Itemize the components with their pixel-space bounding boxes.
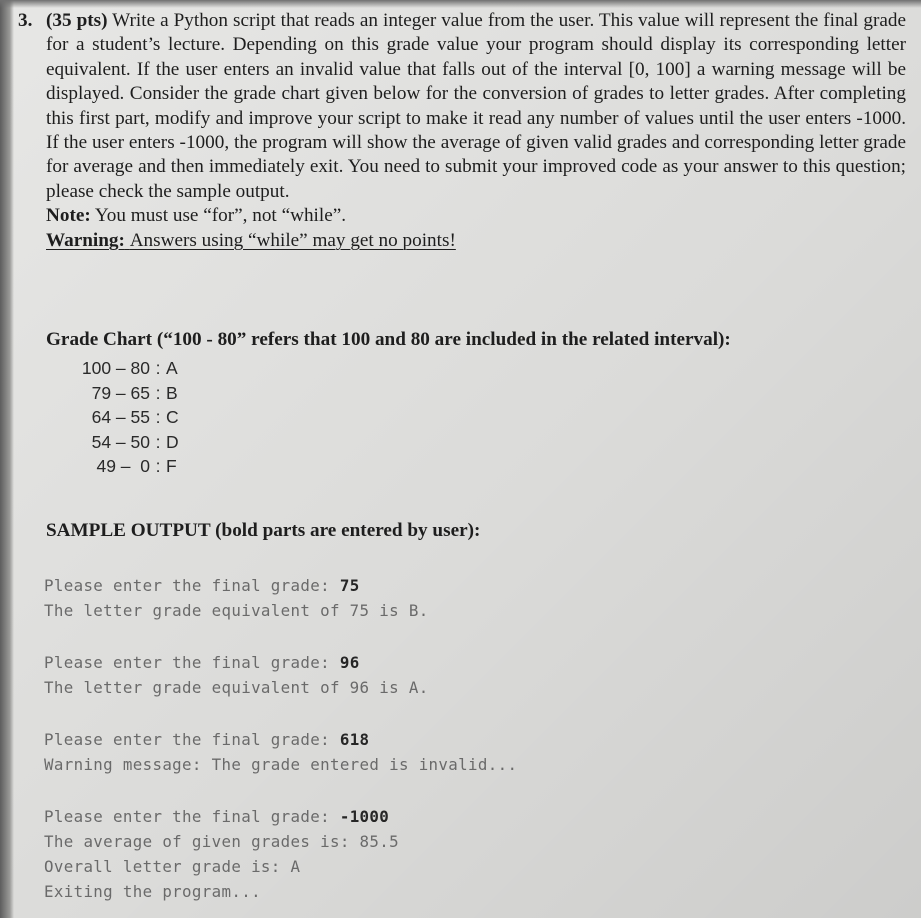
- question-number: 3.: [18, 10, 33, 31]
- prompt-line: [44, 804, 517, 829]
- warning-label: Warning:: [46, 229, 125, 251]
- warning-text: Answers using “while” may get no points!: [129, 229, 456, 251]
- grade-range: 79 – 65: [91, 382, 150, 403]
- grade-chart-row: [46, 356, 179, 381]
- sample-output-terminal: [44, 573, 517, 918]
- grade-chart-row: [46, 405, 179, 430]
- sample-block: [44, 650, 517, 700]
- grade-chart-row: [46, 430, 179, 455]
- grade-letter: D: [166, 431, 179, 452]
- prompt-text: Please enter the final grade:: [44, 730, 340, 749]
- grade-chart-title: Grade Chart (“100 - 80” refers that 100 and 80 are included in the related interval):: [46, 329, 731, 350]
- grade-letter: A: [166, 358, 178, 378]
- note-label: Note:: [46, 205, 91, 227]
- output-line: The average of given grades is: 85.5: [44, 832, 399, 851]
- output-line: Overall letter grade is: A: [44, 857, 301, 876]
- note-line: [46, 204, 906, 228]
- sample-block: [44, 573, 517, 623]
- grade-chart-row: [46, 381, 179, 406]
- grade-separator: :: [155, 382, 161, 403]
- user-input: 96: [339, 653, 360, 672]
- prompt-line: [44, 573, 517, 598]
- user-input: 75: [339, 576, 360, 595]
- grade-separator: :: [155, 456, 161, 476]
- grade-chart-row: [46, 454, 179, 479]
- question-paragraph: [46, 9, 906, 204]
- prompt-line: [44, 727, 517, 752]
- question-row: [18, 9, 906, 253]
- sample-block: [44, 804, 517, 904]
- grade-letter: B: [166, 382, 178, 403]
- warning-line: [46, 229, 906, 253]
- prompt-line: [44, 650, 517, 675]
- prompt-text: Please enter the final grade:: [44, 576, 340, 595]
- grade-separator: :: [155, 431, 161, 452]
- output-line: Exiting the program...: [44, 882, 261, 901]
- grade-range: 64 – 55: [91, 407, 150, 427]
- note-text: You must use “for”, not “while”.: [94, 205, 347, 227]
- grade-range: 49 – 0: [96, 456, 150, 476]
- output-line: Warning message: The grade entered is invalid...: [44, 755, 518, 774]
- prompt-text: Please enter the final grade:: [44, 807, 340, 826]
- output-line: The letter grade equivalent of 96 is A.: [44, 678, 429, 697]
- grade-range: 54 – 50: [91, 431, 150, 452]
- question-body: [46, 9, 906, 253]
- grade-chart: [46, 356, 179, 479]
- sample-block: [44, 727, 517, 777]
- question-text: Write a Python script that reads an integer value from the user. This value will represent the final grade for a student’s lecture. Depending on this grade value your program should display its corresponding letter equivalent. If the user enters an invalid value that falls out of the interval [0, 100] a warning message will be displayed. Consider the grade chart given below for the conversion of grades to letter grades. After completing this first part, modify and improve your script to make it read any number of values until the user enters -1000. If the user enters -1000, the program will show the average of given valid grades and corresponding letter grade for average and then immediately exit. You need to submit your improved code as your answer to this question; please check the sample output.: [46, 10, 906, 202]
- grade-separator: :: [155, 407, 161, 427]
- user-input: 618: [339, 730, 370, 749]
- grade-letter: F: [166, 456, 177, 476]
- prompt-text: Please enter the final grade:: [44, 653, 340, 672]
- sample-output-title: SAMPLE OUTPUT (bold parts are entered by user):: [46, 520, 481, 541]
- question-points: (35 pts): [46, 10, 108, 31]
- grade-separator: :: [155, 358, 161, 378]
- grade-letter: C: [166, 407, 179, 427]
- grade-range: 100 – 80: [81, 358, 150, 378]
- user-input: -1000: [339, 807, 390, 826]
- output-line: The letter grade equivalent of 75 is B.: [44, 601, 429, 620]
- question-section: [18, 9, 906, 253]
